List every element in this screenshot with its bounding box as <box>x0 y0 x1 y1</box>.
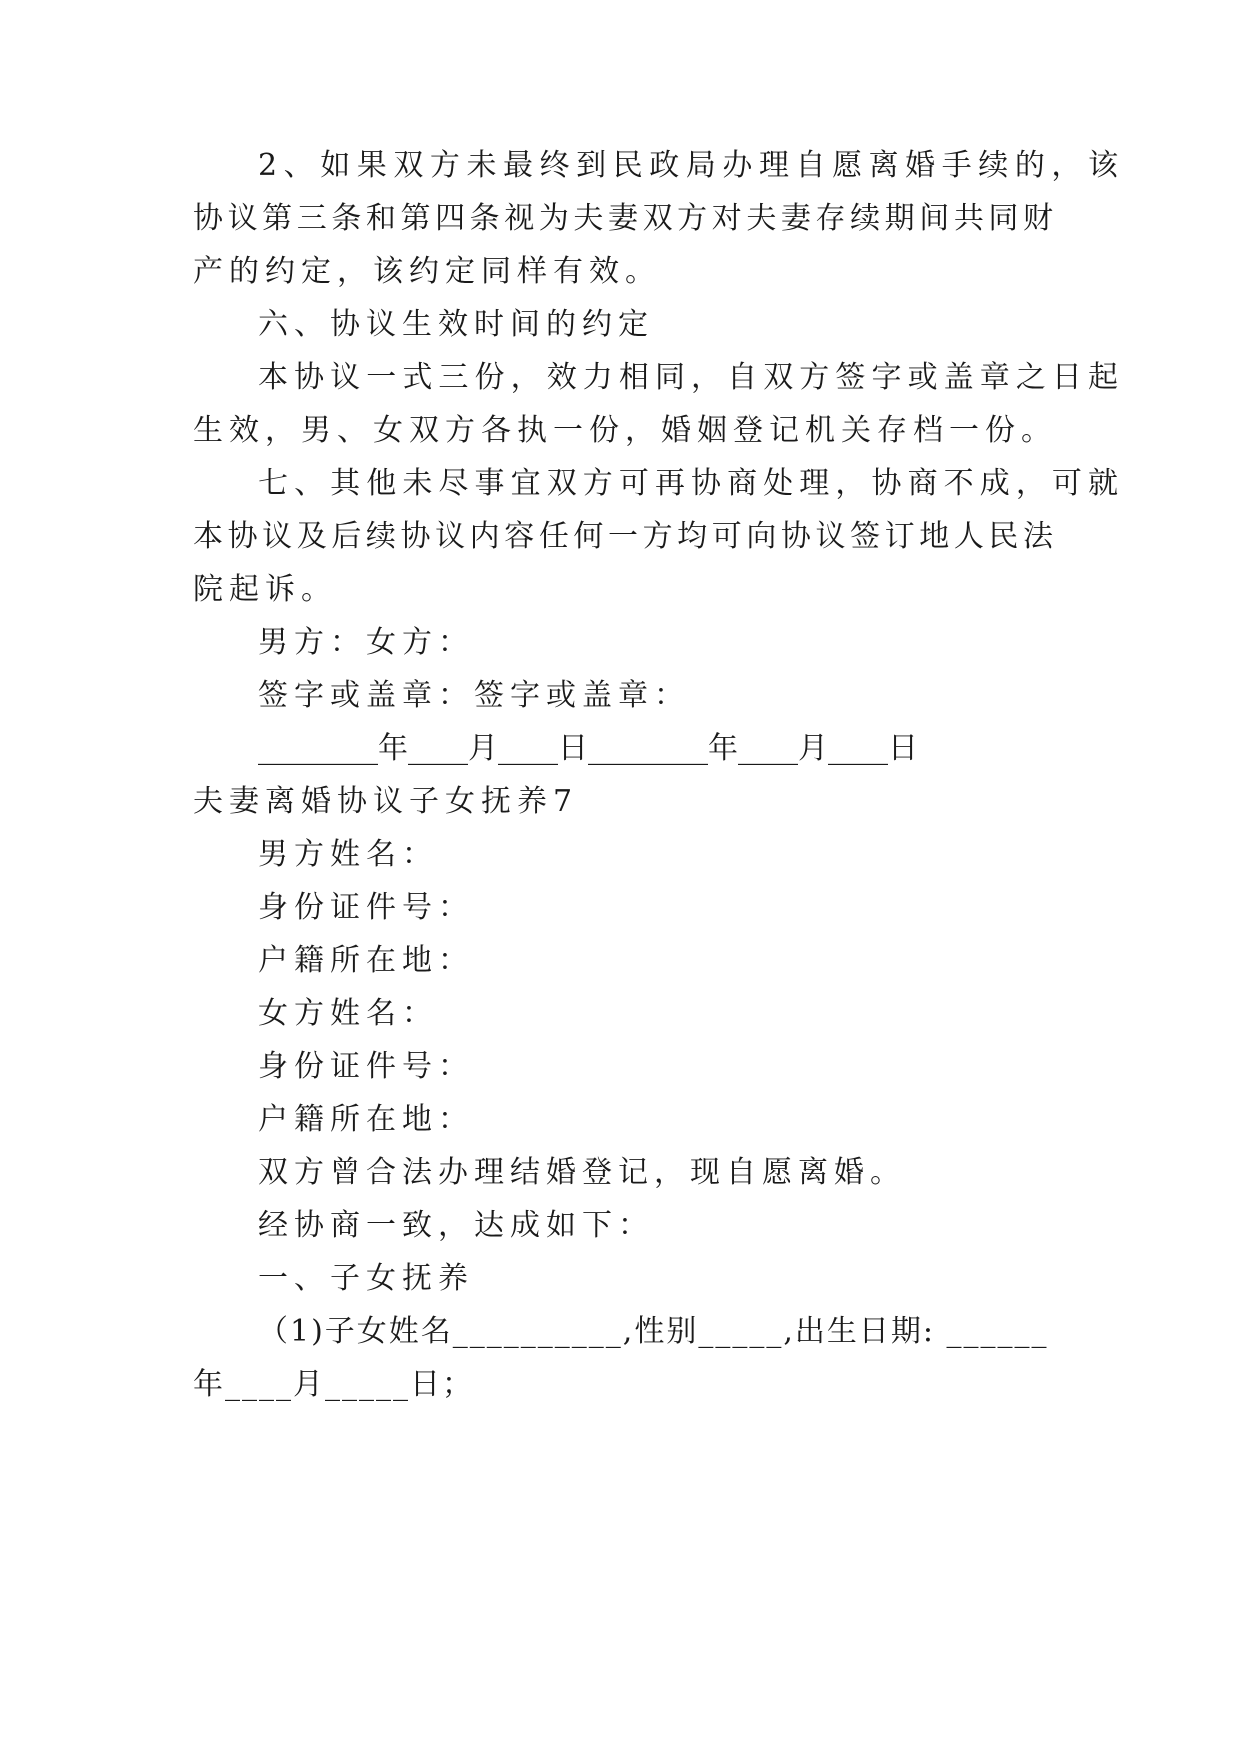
paragraph-line-1: 2、如果双方未最终到民政局办理自愿离婚手续的，该 <box>258 148 1118 183</box>
male-name-field: 男方姓名： <box>258 837 438 872</box>
section-heading-6: 六、协议生效时间的约定 <box>258 307 654 342</box>
paragraph-line-5: 本协议一式三份，效力相同，自双方签字或盖章之日起 <box>258 360 1118 395</box>
agreement-title: 夫妻离婚协议子女抚养7 <box>193 784 579 819</box>
male-id-field: 身份证件号： <box>258 890 474 925</box>
female-name-field: 女方姓名： <box>258 996 438 1031</box>
paragraph-line-7: 七、其他未尽事宜双方可再协商处理，协商不成，可就 <box>258 466 1118 501</box>
female-residence-field: 户籍所在地： <box>258 1102 474 1137</box>
female-id-field: 身份证件号： <box>258 1049 474 1084</box>
consensus-statement: 经协商一致，达成如下： <box>258 1208 654 1243</box>
paragraph-line-9: 院起诉。 <box>193 572 337 607</box>
section-heading-child-custody: 一、子女抚养 <box>258 1261 474 1296</box>
party-labels: 男方：女方： <box>258 625 474 660</box>
signature-labels: 签字或盖章：签字或盖章： <box>258 678 690 713</box>
male-residence-field: 户籍所在地： <box>258 943 474 978</box>
paragraph-line-3: 产的约定，该约定同样有效。 <box>193 254 661 289</box>
child-info-line: （1)子女姓名__________,性别_____,出生日期: ______ <box>258 1314 1049 1349</box>
child-birthdate-line: 年____月_____日； <box>193 1367 474 1402</box>
signature-date-blanks: ________年____月____日________年____月____日 <box>258 731 918 766</box>
paragraph-line-8: 本协议及后续协议内容任何一方均可向协议签订地人民法 <box>193 519 1053 554</box>
paragraph-line-6: 生效，男、女双方各执一份，婚姻登记机关存档一份。 <box>193 413 1057 448</box>
marriage-statement: 双方曾合法办理结婚登记，现自愿离婚。 <box>258 1155 906 1190</box>
paragraph-line-2: 协议第三条和第四条视为夫妻双方对夫妻存续期间共同财 <box>193 201 1053 236</box>
